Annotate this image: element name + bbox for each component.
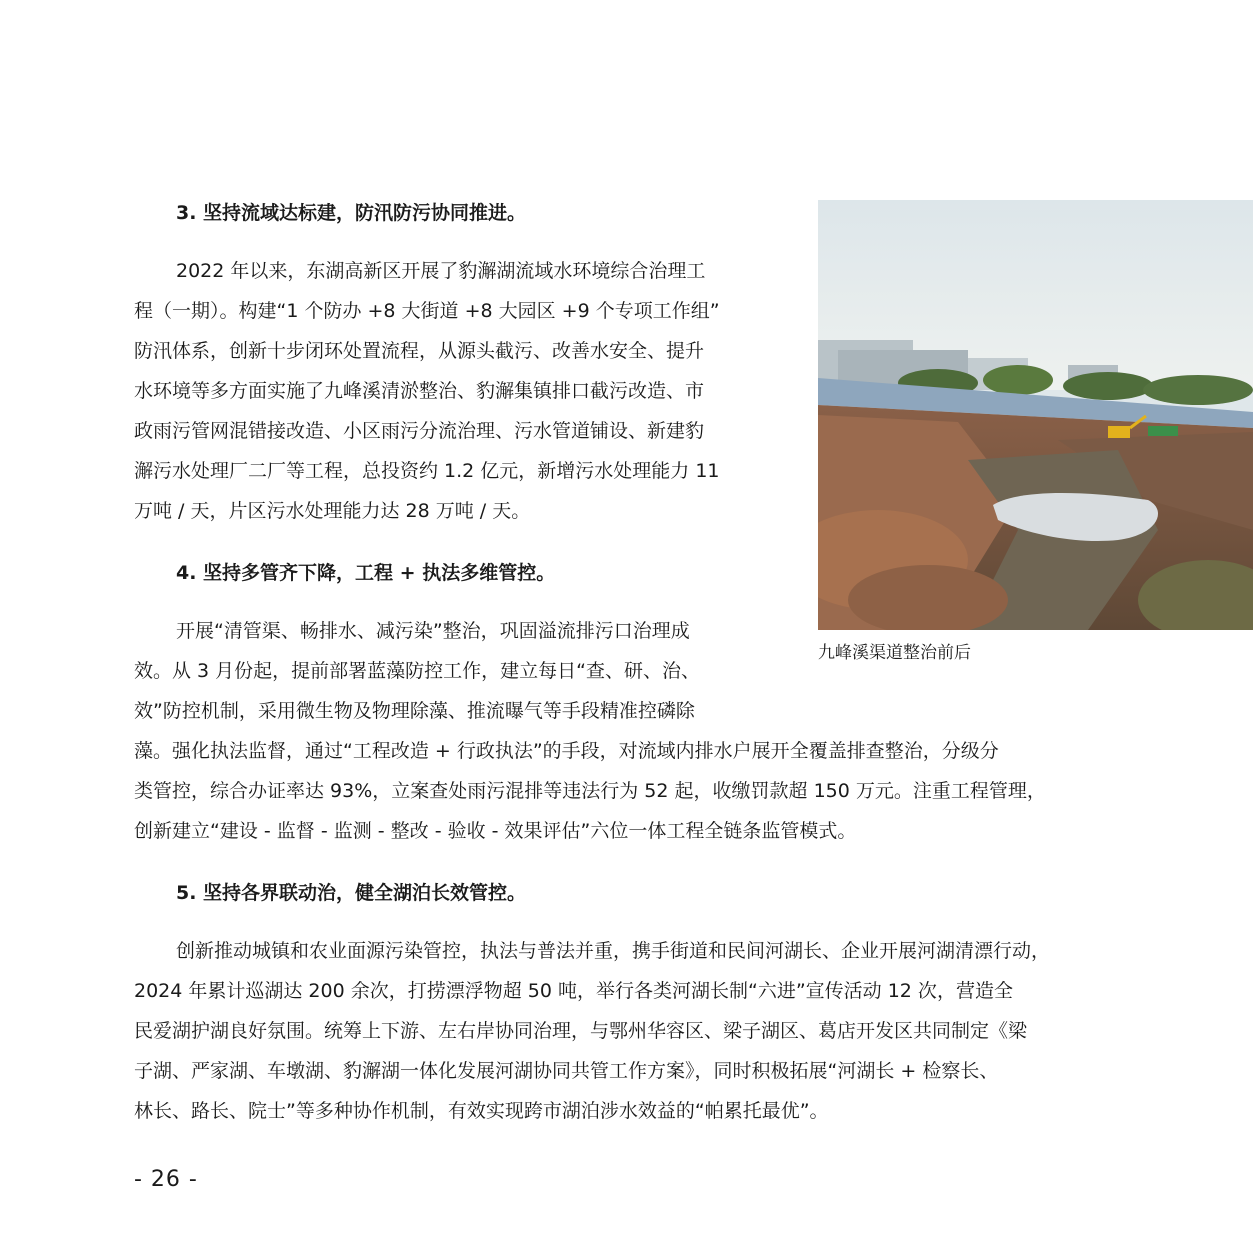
- mound: [1148, 426, 1178, 436]
- photo-illustration: [818, 200, 1253, 630]
- paragraph-line: 林长、路长、院士”等多种协作机制，有效实现跨市湖泊涉水效益的“帕累托最优”。: [134, 1100, 829, 1122]
- paragraph-line: 类管控，综合办证率达 93%，立案查处雨污混排等违法行为 52 起，收缴罚款超 150 万元。注重工程管理，: [134, 780, 1046, 802]
- section-3-heading: 3. 坚持流域达标建，防汛防污协同推进。: [176, 202, 527, 224]
- section-3-paragraph: [134, 251, 780, 531]
- paragraph-line: 程（一期）。构建“1 个防办 +8 大街道 +8 大园区 +9 个专项工作组”: [134, 300, 720, 322]
- page-number: - 26 -: [134, 1167, 198, 1192]
- excavator: [1108, 426, 1130, 438]
- paragraph-line: 澥污水处理厂二厂等工程，总投资约 1.2 亿元，新增污水处理能力 11: [134, 460, 720, 482]
- paragraph-line: 创新推动城镇和农业面源污染管控，执法与普法并重，携手街道和民间河湖长、企业开展河湖清漂行动，: [176, 940, 1051, 962]
- tree: [1143, 375, 1253, 405]
- section-4-heading: 4. 坚持多管齐下降，工程 + 执法多维管控。: [176, 562, 556, 584]
- paragraph-line: 2022 年以来，东湖高新区开展了豹澥湖流域水环境综合治理工: [176, 260, 706, 282]
- section-4-paragraph: [134, 611, 1124, 851]
- paragraph-line: 防汛体系，创新十步闭环处置流程，从源头截污、改善水安全、提升: [134, 340, 705, 362]
- paragraph-line: 子湖、严家湖、车墩湖、豹澥湖一体化发展河湖协同共管工作方案》，同时积极拓展“河湖长 + 检察长、: [134, 1060, 999, 1082]
- photo-caption: 九峰溪渠道整治前后: [818, 643, 971, 663]
- tree: [1063, 372, 1153, 400]
- section-5-paragraph: [134, 931, 1124, 1131]
- paragraph-line: 开展“清管渠、畅排水、减污染”整治，巩固溢流排污口治理成: [176, 620, 690, 642]
- paragraph-line: 万吨 / 天，片区污水处理能力达 28 万吨 / 天。: [134, 500, 531, 522]
- paragraph-line: 效”防控机制，采用微生物及物理除藻、推流曝气等手段精准控磷除: [134, 700, 695, 722]
- paragraph-line: 创新建立“建设 - 监督 - 监测 - 整改 - 验收 - 效果评估”六位一体工程全链条监管模式。: [134, 820, 857, 842]
- paragraph-line: 水环境等多方面实施了九峰溪清淤整治、豹澥集镇排口截污改造、市: [134, 380, 705, 402]
- paragraph-line: 效。从 3 月份起，提前部署蓝藻防控工作，建立每日“查、研、治、: [134, 660, 701, 682]
- paragraph-line: 政雨污管网混错接改造、小区雨污分流治理、污水管道铺设、新建豹: [134, 420, 705, 442]
- paragraph-line: 民爱湖护湖良好氛围。统筹上下游、左右岸协同治理，与鄂州华容区、梁子湖区、葛店开发区共同制定《梁: [134, 1020, 1028, 1042]
- channel-renovation-photo: [818, 200, 1253, 630]
- paragraph-line: 藻。强化执法监督，通过“工程改造 + 行政执法”的手段，对流域内排水户展开全覆盖排查整治，分级分: [134, 740, 999, 762]
- paragraph-line: 2024 年累计巡湖达 200 余次，打捞漂浮物超 50 吨，举行各类河湖长制“六进”宣传活动 12 次，营造全: [134, 980, 1013, 1002]
- tree: [983, 365, 1053, 395]
- section-5-heading: 5. 坚持各界联动治，健全湖泊长效管控。: [176, 882, 527, 904]
